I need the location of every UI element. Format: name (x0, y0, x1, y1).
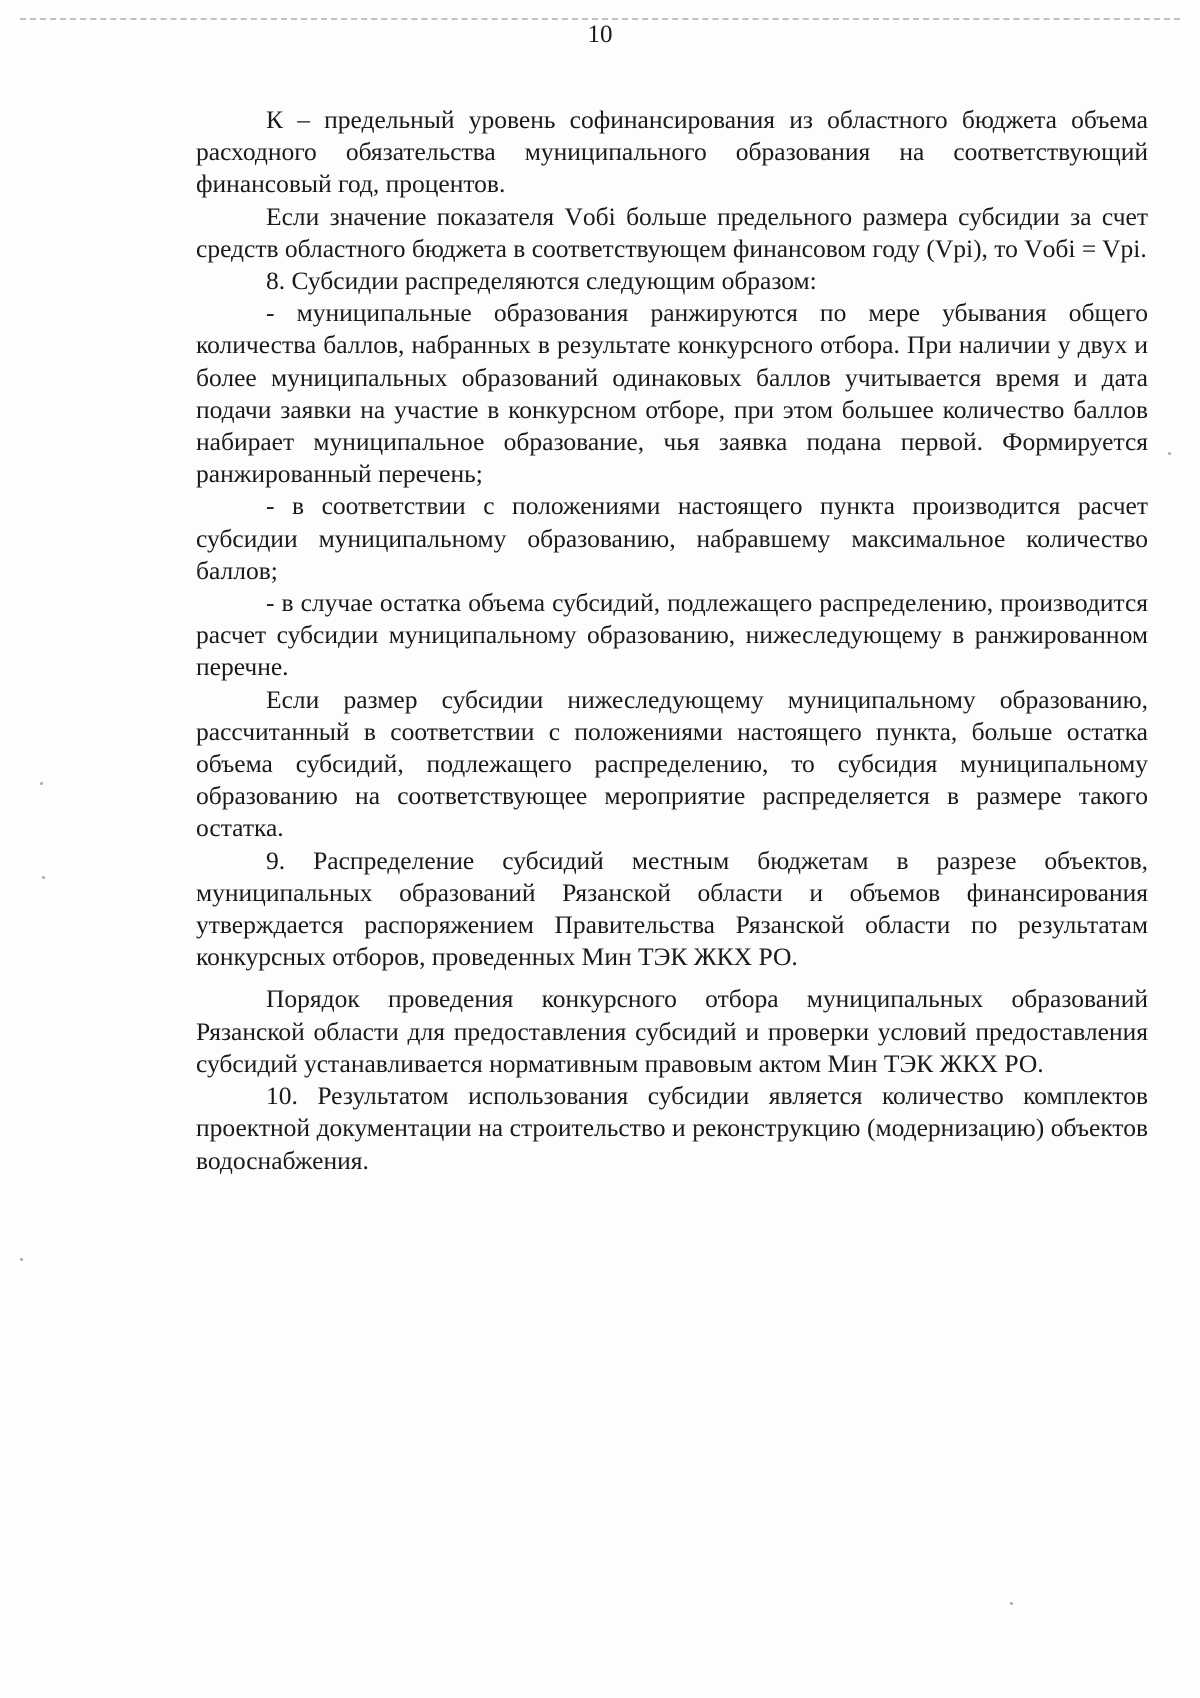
paragraph-ranking: - муниципальные образования ранжируются по мере убывания общего количества баллов, набранных в результате конкурсного отбора. При наличии у двух и более муниципальных образований одинаковых баллов учитывается время и дата подачи заявки на участие в конкурсном отборе, при этом большее количество баллов набирает муниципальное образование, чья заявка подана первой. Формируется ранжированный перечень; (196, 298, 1148, 489)
scan-speck (1168, 452, 1171, 455)
scan-speck (42, 876, 45, 879)
document-body (196, 104, 1148, 1177)
paragraph-remainder: - в случае остатка объема субсидий, подлежащего распределению, производится расчет субсидии муниципальному образованию, нижеследующему в ранжированном перечне. (196, 588, 1148, 682)
paragraph-item-10: 10. Результатом использования субсидии является количество комплектов проектной документации на строительство и реконструкцию (модернизацию) объектов водоснабжения. (196, 1081, 1148, 1175)
paragraph-item-8: 8. Субсидии распределяются следующим образом: (266, 266, 817, 296)
paragraph-selection-procedure: Порядок проведения конкурсного отбора муниципальных образований Рязанской области для предоставления субсидий и проверки условий предоставления субсидий устанавливается нормативным правовым актом Мин ТЭК ЖКХ РО. (196, 984, 1148, 1078)
scan-speck (20, 1258, 23, 1261)
scan-speck (40, 782, 43, 785)
scan-speck (1010, 1602, 1013, 1605)
paragraph-remainder-limit: Если размер субсидии нижеследующему муниципальному образованию, рассчитанный в соответствии с положениями настоящего пункта, больше остатка объема субсидий, подлежащего распределению, то субсидия муниципальному образованию на соответствующее мероприятие распределяется в размере такого остатка. (196, 684, 1148, 843)
paragraph-item-9: 9. Распределение субсидий местным бюджетам в разрезе объектов, муниципальных образований Рязанской области и объемов финансирования утверждается распоряжением Правительства Рязанской области по результатам конкурсных отборов, проведенных Мин ТЭК ЖКХ РО. (196, 845, 1148, 972)
page-number: 10 (587, 21, 613, 48)
paragraph-max-score: - в соответствии с положениями настоящего пункта производится расчет субсидии муниципальному образованию, набравшему максимальное количество баллов; (196, 491, 1148, 585)
paragraph-k-definition: К – предельный уровень софинансирования из областного бюджета объема расходного обязательства муниципального образования на соответствующий финансовый год, процентов. (196, 105, 1148, 199)
paragraph-vobi-limit: Если значение показателя Vобi больше предельного размера субсидии за счет средств областного бюджета в соответствующем финансовом году (Vpi), то Vобi = Vpi. (196, 201, 1148, 263)
